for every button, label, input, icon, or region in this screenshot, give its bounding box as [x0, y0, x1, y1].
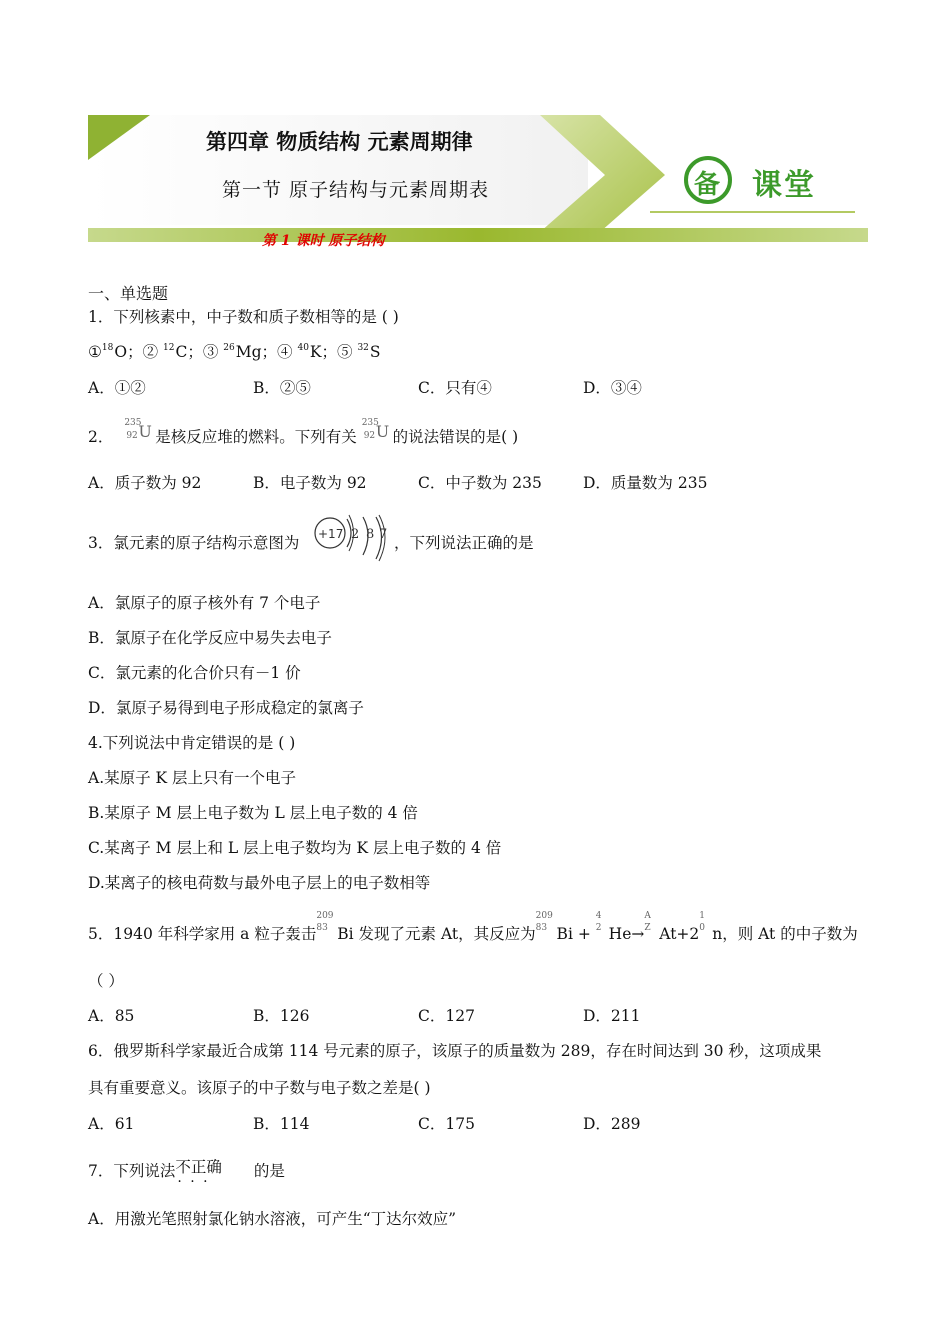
- q6-option-c: C．175: [418, 1115, 475, 1133]
- q2-option-c: C．中子数为 235: [418, 474, 542, 492]
- q3-option-d: D．氯原子易得到电子形成稳定的氯离子: [88, 699, 364, 717]
- banner-graphic: [0, 0, 950, 260]
- q6-option-b: B．114: [253, 1115, 310, 1133]
- green-rule: [88, 228, 868, 242]
- q2-stem: 2． 235 92 U 是核反应堆的燃料。下列有关 235 92 U 的说法错误的是( ): [88, 418, 519, 446]
- at-nuclide: A Z: [644, 911, 651, 933]
- q4-option-a: A.某原子 K 层上只有一个电子: [88, 769, 297, 787]
- q1-option-c: C．只有④: [418, 379, 492, 397]
- shell-2-count: 8: [366, 527, 375, 542]
- badge-text: 课堂: [752, 168, 816, 203]
- q7-option-a: A．用激光笔照射氯化钠水溶液，可产生“丁达尔效应”: [88, 1210, 457, 1228]
- shell-3-count: 7: [379, 527, 388, 542]
- nuclide-2: ② $^{12}$C；: [142, 343, 203, 361]
- q5-option-d: D．211: [583, 1007, 641, 1025]
- bi-nuclide: 209 83: [316, 911, 334, 933]
- q6-option-d: D．289: [583, 1115, 641, 1133]
- q4-option-c: C.某离子 M 层上和 L 层上电子数均为 K 层上电子数的 4 倍: [88, 839, 502, 857]
- he-nuclide: 4 2: [595, 911, 602, 933]
- q2-option-b: B．电子数为 92: [253, 474, 367, 492]
- q3-option-c: C．氯元素的化合价只有－1 价: [88, 664, 301, 682]
- q5-option-c: C．127: [418, 1007, 475, 1025]
- q2-option-d: D．质量数为 235: [583, 474, 708, 492]
- chlorine-atom-diagram: [313, 513, 393, 563]
- q6-stem-line2: 具有重要意义。该原子的中子数与电子数之差是( ): [88, 1079, 431, 1097]
- q6-option-a: A．61: [88, 1115, 135, 1133]
- badge-char: 备: [694, 170, 721, 200]
- q4-option-b: B.某原子 M 层上电子数为 L 层上电子数的 4 倍: [88, 804, 418, 822]
- bi-nuclide-2: 209 83: [535, 911, 553, 933]
- section-title: 第一节 原子结构与元素周期表: [222, 179, 490, 201]
- nuclide-1: ①$^{18}$O；: [88, 343, 143, 361]
- q4-option-d: D.某离子的核电荷数与最外电子层上的电子数相等: [88, 874, 431, 892]
- q5-blank: （ ）: [88, 972, 124, 990]
- q4-stem: 4.下列说法中肯定错误的是 ( ): [88, 734, 296, 752]
- nuclide-5: ⑤ $^{32}$S: [337, 343, 381, 361]
- q6-stem-line1: 6．俄罗斯科学家最近合成第 114 号元素的原子，该原子的质量数为 289，存在时间达到 30 秒，这项成果: [88, 1042, 822, 1060]
- nuclide-3: ③ $^{26}$Mg；: [202, 343, 278, 361]
- q3-option-b: B．氯原子在化学反应中易失去电子: [88, 629, 332, 647]
- q5-option-b: B．126: [253, 1007, 310, 1025]
- chapter-title: 第四章 物质结构 元素周期律: [206, 130, 473, 154]
- header-banner: [0, 0, 950, 260]
- uranium-symbol-2: 235 92 U: [361, 418, 390, 441]
- q5-stem: 5．1940 年科学家用 a 粒子轰击 209 83 Bi 发现了元素 At，其反应为 209 83 Bi + 4 2 He→ A Z At+2 1 0 n，则 At 的中子数为: [88, 911, 858, 943]
- nuclide-4: ④ $^{40}$K；: [277, 343, 338, 361]
- q1-option-a: A．①②: [88, 379, 146, 397]
- q1-stem: 1．下列核素中，中子数和质子数相等的是 ( ): [88, 308, 399, 326]
- q1-option-b: B．②⑤: [253, 379, 311, 397]
- n-nuclide: 1 0: [699, 911, 706, 933]
- shell-1-count: 2: [351, 527, 360, 542]
- q1-nuclides: [88, 340, 381, 362]
- lesson-title: 第 1 课时 原子结构: [262, 233, 385, 249]
- q2-option-a: A．质子数为 92: [88, 474, 202, 492]
- q3-stem-b: ，下列说法正确的是: [394, 534, 534, 552]
- nucleus-charge: +17: [318, 527, 344, 541]
- q3-option-a: A．氯原子的原子核外有 7 个电子: [88, 594, 321, 612]
- q7-stem: 7．下列说法不正确 · · · 的是: [88, 1159, 285, 1181]
- q5-option-a: A．85: [88, 1007, 135, 1025]
- section-heading: 一、单选题: [88, 284, 169, 303]
- q1-option-d: D．③④: [583, 379, 642, 397]
- emphasis-not-correct: 不正确 · · ·: [175, 1158, 222, 1176]
- q3-stem-a: 3．氯元素的原子结构示意图为: [88, 534, 300, 552]
- uranium-symbol: 235 92 U: [124, 418, 152, 441]
